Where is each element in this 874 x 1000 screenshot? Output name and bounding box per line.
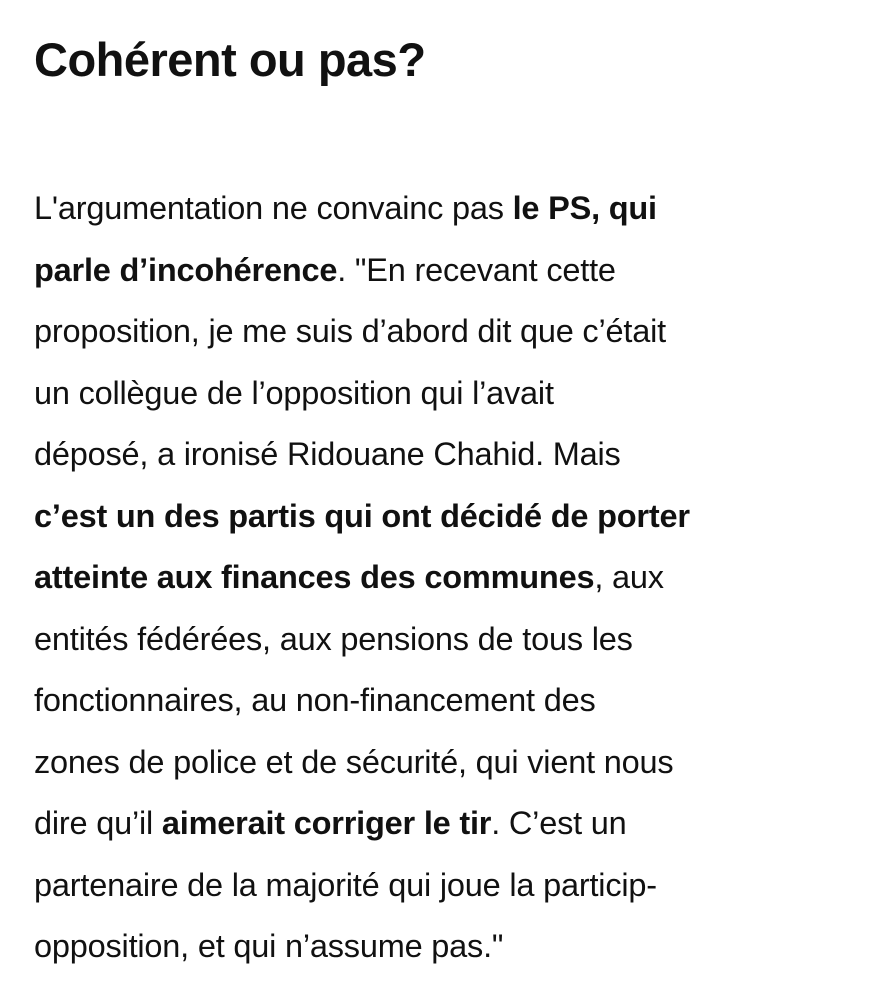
paragraph-text: partenaire de la majorité qui joue la particip- [34, 866, 657, 903]
paragraph-text: dire qu’il [34, 805, 162, 841]
paragraph-line [34, 547, 849, 609]
paragraph-line [34, 301, 849, 363]
paragraph-line [34, 793, 849, 855]
paragraph-line [34, 609, 849, 671]
paragraph-text: proposition, je me suis d’abord dit que c’était [34, 313, 666, 349]
paragraph-line [34, 363, 849, 425]
paragraph-text: opposition, et qui n’assume pas." [34, 928, 504, 964]
bold-text: atteinte aux finances des communes [34, 559, 595, 595]
article [34, 22, 849, 978]
bold-text: le PS, qui [512, 190, 657, 226]
paragraph-text: zones de police et de sécurité, qui vient nous [34, 743, 674, 780]
paragraph-line [34, 424, 849, 486]
paragraph-line [34, 178, 849, 240]
bold-text: aimerait corriger le tir [161, 805, 492, 841]
paragraph-text: entités fédérées, aux pensions de tous les [34, 620, 633, 657]
paragraph-text: un collègue de l’opposition qui l’avait [34, 374, 554, 411]
paragraph-text: L'argumentation ne convainc pas [34, 190, 513, 226]
paragraph-line [34, 916, 849, 978]
paragraph-line [34, 670, 849, 732]
paragraph-line [34, 486, 849, 548]
paragraph-text: déposé, a ironisé Ridouane Chahid. Mais [34, 436, 621, 472]
paragraph-line [34, 855, 849, 917]
bold-text: c’est un des partis qui ont décidé de porter [34, 497, 690, 534]
paragraph-text: , aux [594, 559, 664, 595]
paragraph-line [34, 732, 849, 794]
paragraph-text: . "En recevant cette [337, 251, 616, 288]
article-heading: Cohérent ou pas? [34, 33, 426, 86]
bold-text: parle d’incohérence [34, 251, 338, 288]
article-paragraph [34, 178, 849, 978]
paragraph-text: . C’est un [491, 805, 627, 841]
paragraph-line [34, 240, 849, 302]
paragraph-text: fonctionnaires, au non-financement des [34, 682, 596, 718]
